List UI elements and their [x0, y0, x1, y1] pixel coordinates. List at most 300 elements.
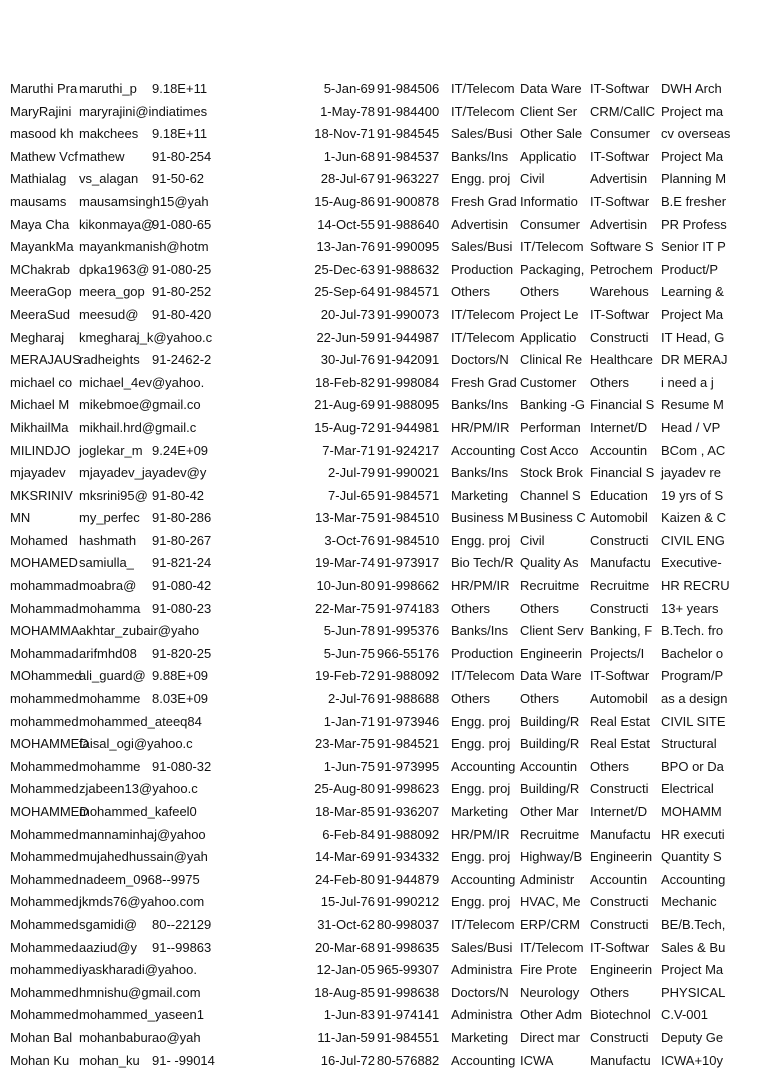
table-cell: MChakrab — [10, 261, 70, 277]
table-cell: Civil — [520, 532, 545, 548]
table-cell: Sales/Busi — [451, 126, 513, 142]
table-cell: CIVIL ENG — [661, 532, 725, 548]
table-row — [0, 733, 768, 756]
table-cell — [152, 1004, 220, 1027]
table-cell: Mathew Vcf — [10, 148, 78, 164]
table-cell: Accounting — [451, 758, 516, 774]
table-cell: 91-80-254 — [152, 148, 212, 164]
table-cell: BE/B.Tech, — [661, 916, 726, 932]
table-cell: Engineerin — [590, 849, 653, 865]
table-cell: Project Ma — [661, 306, 724, 322]
table-row — [0, 665, 768, 688]
table-cell: DR MERAJ — [661, 352, 728, 368]
table-cell: mohamme — [79, 691, 141, 707]
table-cell: 91-988688 — [377, 691, 440, 707]
table-cell: MaryRajini — [10, 103, 72, 119]
table-row — [0, 236, 768, 259]
table-row — [0, 123, 768, 146]
table-cell: 91-974183 — [377, 600, 440, 616]
table-cell: 91-995376 — [377, 623, 440, 639]
table-cell: 91-974141 — [377, 1007, 440, 1023]
table-cell: 91-990021 — [377, 465, 440, 481]
table-row — [0, 485, 768, 508]
table-cell: HR/PM/IR — [451, 419, 510, 435]
table-cell: 20-Mar-68 — [315, 939, 375, 955]
table-row — [0, 530, 768, 553]
table-cell: maryrajini@indiatimes — [79, 103, 208, 119]
table-cell: 8.03E+09 — [152, 691, 209, 707]
table-cell: mjayadev — [10, 465, 66, 481]
table-cell: Mohan Bal — [10, 1029, 73, 1045]
table-cell: Applicatio — [520, 329, 577, 345]
table-cell: 91-944987 — [377, 329, 440, 345]
table-cell: Accounting — [451, 442, 516, 458]
table-cell: Others — [590, 984, 630, 1000]
table-cell: IT/Telecom — [451, 916, 515, 932]
table-cell: joglekar_m — [79, 442, 143, 458]
table-cell — [152, 191, 220, 214]
table-cell: Administra — [451, 1007, 513, 1023]
table-cell: 91-998635 — [377, 939, 440, 955]
table-cell: Mohammed — [10, 849, 79, 865]
table-cell: 91-990073 — [377, 306, 440, 322]
table-cell: Engineerin — [520, 645, 583, 661]
table-cell — [152, 101, 220, 124]
table-cell: 91-988092 — [377, 668, 440, 684]
table-row — [0, 462, 768, 485]
table-cell: Internet/D — [590, 419, 648, 435]
table-cell: Fresh Grad — [451, 374, 517, 390]
table-cell: mohammed — [10, 713, 79, 729]
table-cell: BCom , AC — [661, 442, 726, 458]
table-cell: 9.88E+09 — [152, 668, 209, 684]
table-cell: makchees — [79, 126, 139, 142]
table-cell: Accounting — [451, 871, 516, 887]
table-row — [0, 507, 768, 530]
table-cell: meera_gop — [79, 284, 145, 300]
table-cell: 91-821-24 — [152, 555, 212, 571]
table-cell: 91-988632 — [377, 261, 440, 277]
table-cell: maruthi_p — [79, 81, 137, 96]
table-cell: Warehous — [590, 284, 649, 300]
table-cell: Others — [520, 600, 560, 616]
table-cell: MN — [10, 510, 31, 526]
table-cell: IT-Softwar — [590, 939, 650, 955]
table-cell: Doctors/N — [451, 984, 509, 1000]
table-cell: CIVIL SITE — [661, 713, 726, 729]
table-cell: IT-Softwar — [590, 148, 650, 164]
table-cell: Engg. proj — [451, 849, 511, 865]
table-cell: mohan_ku — [79, 1052, 140, 1068]
table-cell: Direct mar — [520, 1029, 580, 1045]
table-cell: 91-2462-2 — [152, 352, 212, 368]
table-cell: Doctors/N — [451, 352, 509, 368]
table-row — [0, 914, 768, 937]
table-cell: mohamme — [79, 758, 141, 774]
table-cell: Mohammad — [10, 600, 79, 616]
table-cell: MOHAMED — [10, 555, 78, 571]
table-cell: ali_guard@ — [79, 668, 146, 684]
table-cell: 7-Mar-71 — [322, 442, 375, 458]
table-cell: MILINDJO — [10, 442, 71, 458]
table-cell: Banks/Ins — [451, 623, 509, 639]
table-cell: Mohammed — [10, 939, 79, 955]
table-cell: Building/R — [520, 781, 580, 797]
table-cell: Resume M — [661, 397, 724, 413]
table-cell — [152, 327, 220, 350]
table-cell: Banks/Ins — [451, 397, 509, 413]
table-cell: Head / VP — [661, 419, 721, 435]
table-cell: 91-984537 — [377, 148, 440, 164]
table-cell: IT/Telecom — [451, 103, 515, 119]
table-cell: akhtar_zubair@yaho — [79, 623, 200, 639]
table-cell: 15-Aug-72 — [314, 419, 375, 435]
table-cell: HR executi — [661, 826, 725, 842]
table-cell: Structural — [661, 736, 717, 752]
table-cell: Mathialag — [10, 171, 67, 187]
table-cell: 91-80-42 — [152, 487, 205, 503]
table-cell: Administra — [451, 962, 513, 978]
table-cell: 21-Aug-69 — [314, 397, 375, 413]
table-cell: Mohammed — [10, 1007, 79, 1023]
table-cell: my_perfec — [79, 510, 140, 526]
table-cell: 2-Jul-76 — [328, 691, 375, 707]
table-cell: vs_alagan — [79, 171, 139, 187]
table-cell: 91-988095 — [377, 397, 440, 413]
table-cell: mohanbaburao@yah — [79, 1029, 201, 1045]
table-cell: IT/Telecom — [451, 329, 515, 345]
table-cell: Building/R — [520, 736, 580, 752]
table-row — [0, 688, 768, 711]
table-cell — [152, 801, 220, 824]
table-cell: 14-Mar-69 — [315, 849, 375, 865]
table-cell: nadeem_0968--9975 — [79, 871, 200, 887]
table-cell: Administr — [520, 871, 575, 887]
table-cell: Consumer — [520, 216, 580, 232]
table-cell: Mohammed — [10, 758, 79, 774]
table-cell: Project Ma — [661, 148, 724, 164]
table-row — [0, 1004, 768, 1027]
table-cell: B.E fresher — [661, 193, 727, 209]
table-cell: mohammed — [10, 691, 79, 707]
table-cell: Others — [451, 600, 491, 616]
table-cell: Others — [451, 691, 491, 707]
table-cell: Mohan Ku — [10, 1052, 70, 1068]
table-row — [0, 869, 768, 892]
table-cell: Sales/Busi — [451, 239, 513, 255]
table-row — [0, 417, 768, 440]
table-cell: 91-820-25 — [152, 645, 212, 661]
table-cell: Sales/Busi — [451, 939, 513, 955]
table-cell: mksrini95@ — [79, 487, 148, 503]
table-cell: Bachelor o — [661, 645, 724, 661]
table-cell: 2-Jul-79 — [328, 465, 375, 481]
table-cell: Constructi — [590, 600, 649, 616]
table-row — [0, 1027, 768, 1050]
table-cell: 14-Oct-55 — [317, 216, 375, 232]
table-cell: Automobil — [590, 691, 648, 707]
table-cell: MERAJAUS — [10, 352, 81, 368]
table-cell: Marketing — [451, 804, 509, 819]
table-cell: Quality As — [520, 555, 579, 571]
table-cell: Executive- — [661, 555, 722, 571]
table-cell: 91-984571 — [377, 284, 440, 300]
table-cell: Program/P — [661, 668, 724, 684]
table-cell: hmnishu@gmail.com — [79, 984, 201, 1000]
table-cell: Megharaj — [10, 329, 65, 345]
table-cell: Accounting — [451, 1052, 516, 1068]
table-cell: 6-Feb-84 — [322, 826, 375, 842]
table-cell: Software S — [590, 239, 654, 255]
table-cell: 9.24E+09 — [152, 442, 209, 458]
table-cell: 91-984571 — [377, 487, 440, 503]
table-cell: Planning M — [661, 171, 727, 187]
table-cell: 91-984510 — [377, 532, 440, 548]
table-cell: Electrical — [661, 781, 714, 797]
table-cell — [152, 372, 220, 395]
table-cell: Engg. proj — [451, 713, 511, 729]
table-cell: 9.18E+11 — [152, 126, 208, 142]
table-cell: 23-Mar-75 — [315, 736, 375, 752]
table-cell: 24-Feb-80 — [315, 871, 375, 887]
table-row — [0, 937, 768, 960]
table-cell: Project Ma — [661, 962, 724, 978]
table-cell: as a design — [661, 691, 728, 707]
table-cell: Real Estat — [590, 713, 650, 729]
table-cell: IT Head, G — [661, 329, 725, 345]
table-cell: IT/Telecom — [451, 81, 515, 96]
table-cell: MOHAMMED — [10, 804, 89, 819]
table-cell: 91-984545 — [377, 126, 440, 142]
table-cell: Accountin — [520, 758, 578, 774]
table-cell: Banks/Ins — [451, 148, 509, 164]
table-cell: Mohammed — [10, 916, 79, 932]
table-row — [0, 101, 768, 124]
table-cell: 13+ years — [661, 600, 719, 616]
table-cell: Quantity S — [661, 849, 722, 865]
table-cell: Financial S — [590, 397, 655, 413]
table-cell: BPO or Da — [661, 758, 724, 774]
table-cell: Engg. proj — [451, 532, 511, 548]
table-cell: IT-Softwar — [590, 193, 650, 209]
table-cell — [152, 733, 220, 756]
table-cell — [152, 959, 220, 982]
table-cell: 19 yrs of S — [661, 487, 724, 503]
table-cell: 91-984510 — [377, 510, 440, 526]
table-cell: 91-984521 — [377, 736, 440, 752]
table-cell — [152, 846, 220, 869]
table-cell: 91-944879 — [377, 871, 440, 887]
table-cell: Fire Prote — [520, 962, 578, 978]
table-cell: 10-Jun-80 — [316, 578, 375, 594]
table-cell: i need a j — [661, 374, 714, 390]
table-cell: 18-Nov-71 — [314, 126, 375, 142]
table-cell: 19-Feb-72 — [315, 668, 375, 684]
table-cell: Others — [520, 691, 560, 707]
table-cell: IT/Telecom — [520, 939, 584, 955]
table-row — [0, 846, 768, 869]
table-cell: 5-Jun-75 — [323, 645, 375, 661]
table-cell: 18-Aug-85 — [314, 984, 375, 1000]
table-cell — [152, 417, 220, 440]
table-cell: michael co — [10, 374, 73, 390]
table-cell: 91-984400 — [377, 103, 440, 119]
table-cell: 91-998623 — [377, 781, 440, 797]
table-cell: 91-080-32 — [152, 758, 212, 774]
table-cell — [152, 869, 220, 892]
table-cell: Constructi — [590, 329, 649, 345]
table-cell: 91-990212 — [377, 894, 440, 910]
table-cell: 91-80-420 — [152, 306, 212, 322]
table-cell: Banking, F — [590, 623, 653, 639]
table-cell — [152, 891, 220, 914]
table-cell: Constructi — [590, 781, 649, 797]
table-row — [0, 575, 768, 598]
table-row — [0, 372, 768, 395]
table-cell: mujahedhussain@yah — [79, 849, 208, 865]
table-row — [0, 440, 768, 463]
table-row — [0, 891, 768, 914]
table-cell: Advertisin — [590, 216, 648, 232]
table-cell: Project Le — [520, 306, 579, 322]
table-cell: 91-942091 — [377, 352, 440, 368]
table-cell: Client Ser — [520, 103, 578, 119]
table-cell: 5-Jun-78 — [323, 623, 375, 639]
table-cell: Learning & — [661, 284, 724, 300]
table-row — [0, 801, 768, 824]
table-cell: mohamma — [79, 600, 141, 616]
table-cell: ICWA — [520, 1052, 554, 1068]
table-cell: 91-924217 — [377, 442, 440, 458]
table-cell: 5-Jan-69 — [323, 81, 375, 96]
table-cell: 91-973995 — [377, 758, 440, 774]
table-cell: Recruitme — [590, 578, 650, 594]
table-cell: 19-Mar-74 — [315, 555, 375, 571]
table-row — [0, 191, 768, 214]
table-cell: 91-998084 — [377, 374, 440, 390]
table-cell: mohammed_ateeq84 — [79, 713, 202, 729]
table-cell: Constructi — [590, 894, 649, 910]
table-cell: 18-Mar-85 — [315, 804, 375, 819]
table-cell: Engineerin — [590, 962, 653, 978]
table-cell: CRM/CallC — [590, 103, 655, 119]
table-row — [0, 214, 768, 237]
table-cell: DWH Arch — [661, 81, 722, 96]
table-cell: Fresh Grad — [451, 193, 517, 209]
table-cell: Other Mar — [520, 804, 579, 819]
table-row — [0, 643, 768, 666]
table-cell: moabra@ — [79, 578, 137, 594]
table-cell: Projects/I — [590, 645, 645, 661]
table-cell: PHYSICAL — [661, 984, 726, 1000]
table-cell: 91-80-252 — [152, 284, 212, 300]
table-cell: Constructi — [590, 916, 649, 932]
table-cell: 91-944981 — [377, 419, 440, 435]
table-row — [0, 259, 768, 282]
table-cell: Neurology — [520, 984, 580, 1000]
table-cell: 91-936207 — [377, 804, 440, 819]
table-cell: 16-Jul-72 — [320, 1052, 375, 1068]
table-cell: 31-Oct-62 — [317, 916, 375, 932]
table-cell: 13-Mar-75 — [315, 510, 375, 526]
table-cell: Engg. proj — [451, 736, 511, 752]
table-cell: Civil — [520, 171, 545, 187]
table-cell: 13-Jan-76 — [316, 239, 375, 255]
table-cell: ERP/CRM — [520, 916, 580, 932]
table-cell: Cost Acco — [520, 442, 579, 458]
table-cell: Others — [590, 374, 630, 390]
table-cell: radheights — [79, 352, 140, 368]
table-cell: Others — [590, 758, 630, 774]
table-cell: Marketing — [451, 487, 509, 503]
table-row — [0, 711, 768, 734]
table-cell: cv overseas — [661, 126, 731, 142]
table-cell: mohammed_yaseen1 — [79, 1007, 205, 1023]
table-cell: 80-576882 — [377, 1052, 440, 1068]
table-cell: Packaging, — [520, 261, 585, 277]
table-cell: Business M — [451, 510, 519, 526]
table-cell: Mohammed — [10, 984, 79, 1000]
table-cell: mayankmanish@hotm — [79, 239, 209, 255]
table-cell: IT-Softwar — [590, 668, 650, 684]
table-cell: Internet/D — [590, 804, 648, 819]
table-cell: Kaizen & C — [661, 510, 727, 526]
table-cell: Advertisin — [451, 216, 509, 232]
table-row — [0, 1050, 768, 1072]
table-cell: faisal_ogi@yahoo.c — [79, 736, 193, 752]
table-cell: aaziud@y — [79, 939, 138, 955]
table-cell: Clinical Re — [520, 352, 583, 368]
table-cell: HVAC, Me — [520, 894, 581, 910]
table-cell: 91-080-42 — [152, 578, 212, 594]
table-cell: Mohammed — [10, 826, 79, 842]
table-cell: kmegharaj_k@yahoo.c — [79, 329, 213, 345]
table-cell: Advertisin — [590, 171, 648, 187]
table-cell: Stock Brok — [520, 465, 583, 481]
table-cell: 966-55176 — [377, 645, 440, 661]
table-cell — [152, 236, 220, 259]
table-cell: 91-984551 — [377, 1029, 440, 1045]
table-cell: Channel S — [520, 487, 581, 503]
table-cell: 1-Jan-71 — [323, 713, 375, 729]
table-cell: IT/Telecom — [451, 668, 515, 684]
table-cell: 91-973946 — [377, 713, 440, 729]
table-cell: mohammed_kafeel0 — [79, 804, 197, 819]
table-row — [0, 824, 768, 847]
table-cell: hashmath — [79, 532, 137, 548]
table-cell: 91-80-267 — [152, 532, 212, 548]
table-cell: Banks/Ins — [451, 465, 509, 481]
table-cell: Mohammad — [10, 645, 79, 661]
table-cell: 11-Jan-59 — [317, 1029, 375, 1045]
table-cell — [152, 711, 220, 734]
table-cell: 7-Jul-65 — [328, 487, 375, 503]
table-cell — [152, 462, 220, 485]
table-cell: Engg. proj — [451, 171, 511, 187]
table-cell: MikhailMa — [10, 419, 69, 435]
table-row — [0, 394, 768, 417]
table-cell: 22-Mar-75 — [315, 600, 375, 616]
table-cell: Mohammed — [10, 781, 79, 797]
table-row — [0, 327, 768, 350]
table-cell: mjayadev_jayadev@y — [79, 465, 207, 481]
table-cell: 91-80-286 — [152, 510, 212, 526]
table-cell — [152, 824, 220, 847]
table-cell: 1-Jun-68 — [323, 148, 375, 164]
table-cell: Engg. proj — [451, 894, 511, 910]
table-cell: 28-Jul-67 — [320, 171, 375, 187]
table-cell: 15-Jul-76 — [320, 894, 375, 910]
